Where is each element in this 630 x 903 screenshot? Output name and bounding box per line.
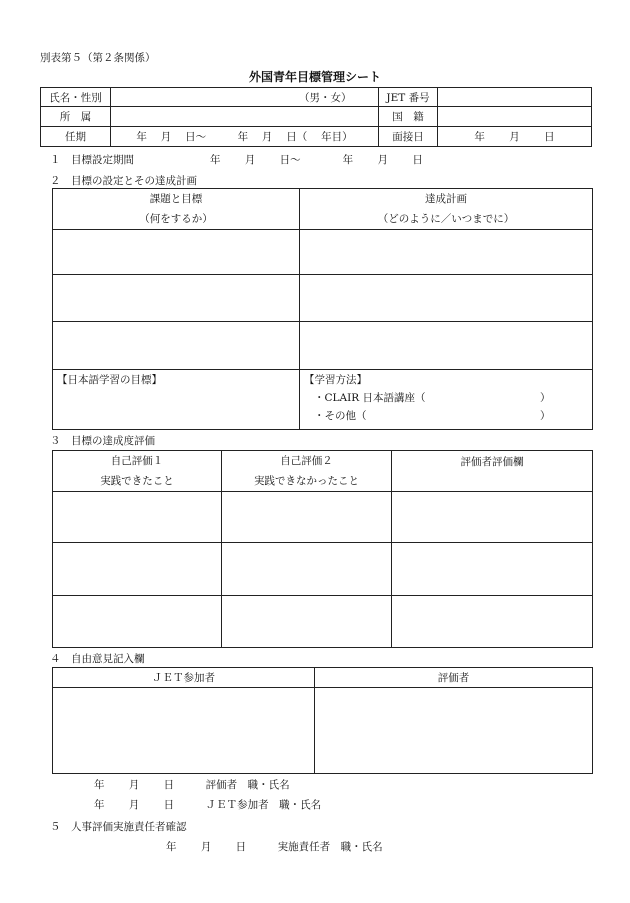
jet-number-label: JET 番号 xyxy=(379,88,438,107)
goal-period-dates[interactable]: 年 月 日～ 年 月 日 xyxy=(210,154,423,166)
goal-column-header: 課題と目標 （何をするか） xyxy=(53,189,300,230)
japanese-goal-cell[interactable] xyxy=(53,370,300,430)
affiliation-label: 所 属 xyxy=(41,107,111,127)
plan-cell[interactable] xyxy=(300,322,593,370)
eval-cell[interactable] xyxy=(53,543,222,596)
eval-cell[interactable] xyxy=(53,492,222,543)
plan-cell[interactable] xyxy=(300,230,593,275)
study-method-label: 【学習方法】 xyxy=(304,374,367,386)
section3-label: ３ 目標の達成度評価 xyxy=(50,435,155,447)
eval-cell[interactable] xyxy=(222,492,392,543)
evaluator-comment-cell[interactable] xyxy=(315,688,593,774)
interview-date-field[interactable]: 年 月 日 xyxy=(438,127,592,147)
jet-signature-line[interactable]: 年 月 日 ＪＥＴ参加者 職・氏名 xyxy=(94,799,322,811)
affiliation-field[interactable] xyxy=(111,107,379,127)
section2-label: ２ 目標の設定とその達成計画 xyxy=(50,175,197,187)
name-gender-label: 氏名・性別 xyxy=(41,88,111,107)
section1-label: １ 目標設定期間 xyxy=(50,154,134,166)
goal-cell[interactable] xyxy=(53,322,300,370)
responsible-signature-line[interactable]: 年 月 日 実施責任者 職・氏名 xyxy=(166,841,383,853)
goal-cell[interactable] xyxy=(53,230,300,275)
evaluator-eval-header: 評価者評価欄 xyxy=(392,451,593,492)
eval-cell[interactable] xyxy=(392,596,593,648)
self-eval1-header: 自己評価１ 実践できたこと xyxy=(53,451,222,492)
goal-cell[interactable] xyxy=(53,275,300,322)
term-label: 任期 xyxy=(41,127,111,147)
japanese-goal-label: 【日本語学習の目標】 xyxy=(57,374,162,386)
plan-column-header: 達成計画 （どのように／いつまでに） xyxy=(300,189,593,230)
eval-cell[interactable] xyxy=(222,543,392,596)
evaluator-signature-line[interactable]: 年 月 日 評価者 職・氏名 xyxy=(94,779,290,791)
evaluator-header: 評価者 xyxy=(315,668,593,688)
eval-cell[interactable] xyxy=(222,596,392,648)
study-method-cell[interactable] xyxy=(300,370,593,430)
comments-table xyxy=(52,667,593,774)
method-other[interactable]: ・その他（ ） xyxy=(314,410,551,422)
nationality-field[interactable] xyxy=(438,107,592,127)
jet-comment-cell[interactable] xyxy=(53,688,315,774)
info-table xyxy=(40,87,592,147)
form-reference: 別表第５（第２条関係） xyxy=(40,52,156,64)
name-gender-field[interactable] xyxy=(111,88,379,107)
section5-label: ５ 人事評価実施責任者確認 xyxy=(50,821,187,833)
jet-participant-header: ＪＥＴ参加者 xyxy=(53,668,315,688)
section4-label: ４ 自由意見記入欄 xyxy=(50,653,145,665)
interview-date-label: 面接日 xyxy=(379,127,438,147)
eval-cell[interactable] xyxy=(53,596,222,648)
page-title: 外国青年目標管理シート xyxy=(248,70,381,84)
nationality-label: 国 籍 xyxy=(379,107,438,127)
method-clair[interactable]: ・CLAIR 日本語講座（ ） xyxy=(314,392,551,404)
evaluation-table xyxy=(52,450,593,648)
eval-cell[interactable] xyxy=(392,543,593,596)
gender-options: （男・女） xyxy=(299,91,352,104)
self-eval2-header: 自己評価２ 実践できなかったこと xyxy=(222,451,392,492)
plan-cell[interactable] xyxy=(300,275,593,322)
goal-plan-table xyxy=(52,188,593,430)
eval-cell[interactable] xyxy=(392,492,593,543)
jet-number-field[interactable] xyxy=(438,88,592,107)
term-field[interactable]: 年 月 日～ 年 月 日（ 年目） xyxy=(111,127,379,147)
